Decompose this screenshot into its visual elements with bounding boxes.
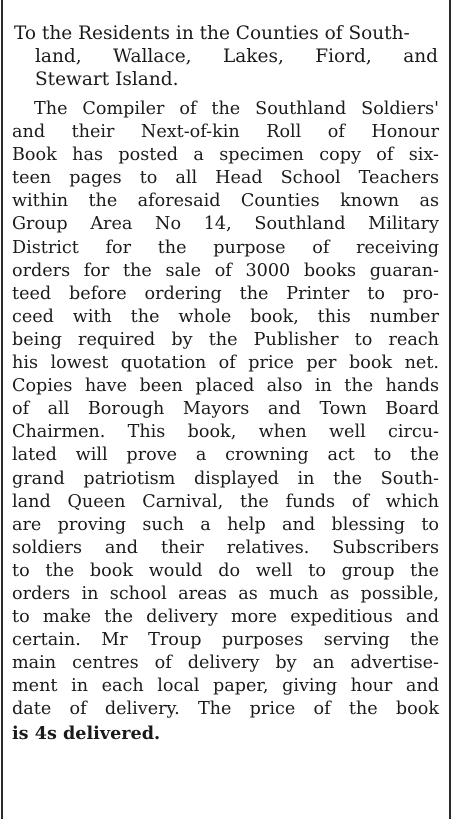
body-line: within the aforesaid Counties known as xyxy=(12,191,439,212)
heading-line: To the Residents in the Counties of South- xyxy=(14,23,410,44)
article-heading xyxy=(0,22,452,91)
heading-line: Stewart Island. xyxy=(35,69,179,90)
body-line: of all Borough Mayors and Town Board xyxy=(12,399,439,420)
body-line: teed before ordering the Printer to pro- xyxy=(12,283,439,304)
article-body xyxy=(0,98,452,745)
body-line: Book has posted a specimen copy of six- xyxy=(12,145,439,166)
body-line: certain. Mr Troup purposes serving the xyxy=(12,630,439,651)
body-line: teen pages to all Head School Teachers xyxy=(12,168,439,189)
body-line: his lowest quotation of price per book net. xyxy=(12,353,439,374)
body-line: is 4s delivered. xyxy=(12,722,161,744)
body-line: ceed with the whole book, this number xyxy=(12,306,439,327)
body-line: land Queen Carnival, the funds of which xyxy=(12,491,439,512)
body-line: being required by the Publisher to reach xyxy=(12,329,439,350)
body-line: to make the delivery more expeditious and xyxy=(12,607,439,628)
body-line: main centres of delivery by an advertise- xyxy=(12,653,439,674)
body-line: Copies have been placed also in the hands xyxy=(12,376,439,397)
body-line: ment in each local paper, giving hour and xyxy=(12,676,439,697)
body-line: The Compiler of the Southland Soldiers' xyxy=(34,99,439,119)
body-line: lated will prove a crowning act to the xyxy=(12,445,439,466)
body-line: orders in school areas as much as possible, xyxy=(12,583,439,604)
body-line: District for the purpose of receiving xyxy=(12,237,439,258)
body-line: Group Area No 14, Southland Military xyxy=(12,214,439,235)
body-line: to the book would do well to group the xyxy=(12,560,439,581)
body-line: are proving such a help and blessing to xyxy=(12,514,439,535)
body-line: date of delivery. The price of the book xyxy=(12,699,439,720)
body-line: orders for the sale of 3000 books guaran- xyxy=(12,260,439,281)
body-line: soldiers and their relatives. Subscribers xyxy=(12,537,439,558)
body-line: Chairmen. This book, when well circu- xyxy=(12,422,439,443)
body-line: and their Next-of-kin Roll of Honour xyxy=(12,122,439,143)
body-line: grand patriotism displayed in the South- xyxy=(12,468,439,489)
heading-line: land, Wallace, Lakes, Fiord, and xyxy=(35,46,438,67)
